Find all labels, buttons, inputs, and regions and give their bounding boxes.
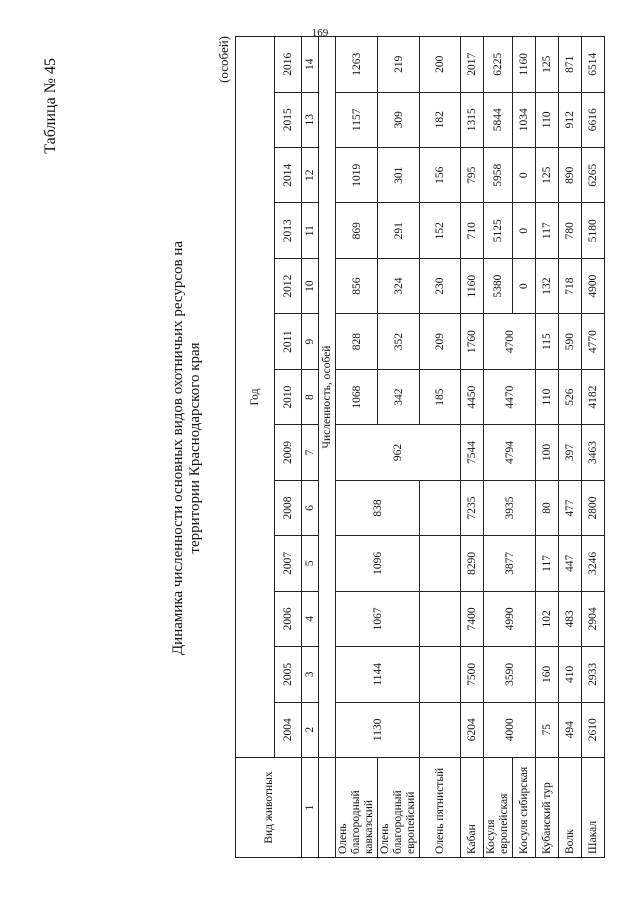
value-cell: 4000 [484, 702, 536, 757]
value-cell [420, 647, 461, 702]
col-number: 2 [302, 702, 319, 757]
value-cell: 132 [536, 258, 559, 313]
value-cell: 152 [420, 203, 461, 258]
value-cell: 1160 [513, 37, 536, 93]
year-cell: 2008 [275, 480, 302, 535]
value-cell: 230 [420, 258, 461, 313]
value-cell: 209 [420, 314, 461, 369]
value-cell: 117 [536, 203, 559, 258]
col-number: 8 [302, 369, 319, 424]
value-cell: 5180 [582, 203, 605, 258]
value-cell: 4794 [484, 425, 536, 480]
value-cell [420, 591, 461, 646]
year-cell: 2011 [275, 314, 302, 369]
value-cell: 6514 [582, 37, 605, 93]
value-cell: 5125 [484, 203, 513, 258]
value-cell: 110 [536, 92, 559, 147]
value-cell: 526 [559, 369, 582, 424]
value-cell: 1144 [336, 647, 420, 702]
species-name: Косуля сибирская [513, 758, 536, 858]
value-cell: 718 [559, 258, 582, 313]
species-name: Кубанский тур [536, 758, 559, 858]
value-cell: 871 [559, 37, 582, 93]
value-cell: 0 [513, 203, 536, 258]
value-cell: 342 [378, 369, 420, 424]
value-cell: 7235 [461, 480, 484, 535]
value-cell: 2904 [582, 591, 605, 646]
species-name: Олень благородный европейский [378, 758, 420, 858]
value-cell: 483 [559, 591, 582, 646]
value-cell: 477 [559, 480, 582, 535]
year-cell: 2007 [275, 536, 302, 591]
year-cell: 2013 [275, 203, 302, 258]
value-cell: 8290 [461, 536, 484, 591]
value-cell: 795 [461, 148, 484, 203]
species-name: Кабан [461, 758, 484, 858]
table-row [582, 37, 605, 858]
year-cell: 2005 [275, 647, 302, 702]
value-cell: 2800 [582, 480, 605, 535]
year-cell: 2015 [275, 92, 302, 147]
value-cell: 5844 [484, 92, 513, 147]
value-cell: 4470 [484, 369, 536, 424]
value-cell: 7400 [461, 591, 484, 646]
col-number: 4 [302, 591, 319, 646]
col-number: 10 [302, 258, 319, 313]
value-cell: 80 [536, 480, 559, 535]
col-number: 12 [302, 148, 319, 203]
value-cell: 4700 [484, 314, 536, 369]
value-cell: 1068 [336, 369, 378, 424]
value-cell: 494 [559, 702, 582, 757]
year-cell: 2014 [275, 148, 302, 203]
table-row [484, 37, 513, 858]
species-header: Вид животных [236, 758, 302, 858]
value-cell: 4450 [461, 369, 484, 424]
col-number: 5 [302, 536, 319, 591]
col-number: 11 [302, 203, 319, 258]
year-cell: 2009 [275, 425, 302, 480]
value-cell: 75 [536, 702, 559, 757]
value-cell: 160 [536, 647, 559, 702]
value-cell: 1157 [336, 92, 378, 147]
value-cell: 3590 [484, 647, 536, 702]
value-cell: 4900 [582, 258, 605, 313]
header-row [236, 37, 275, 858]
value-cell: 5380 [484, 258, 513, 313]
rotated-page [40, 28, 600, 868]
year-cell: 2006 [275, 591, 302, 646]
year-header: Год [236, 37, 275, 758]
units-label: (особей) [216, 36, 231, 83]
value-cell: 410 [559, 647, 582, 702]
value-cell: 1315 [461, 92, 484, 147]
species-name: Волк [559, 758, 582, 858]
value-cell: 869 [336, 203, 378, 258]
value-cell: 890 [559, 148, 582, 203]
species-name: Олень благородный кавказский [336, 758, 378, 858]
species-name: Косуля европейская [484, 758, 513, 858]
value-cell: 115 [536, 314, 559, 369]
year-cell: 2016 [275, 37, 302, 93]
blank-cell [319, 758, 336, 858]
value-cell: 1130 [336, 702, 420, 757]
value-cell: 1019 [336, 148, 378, 203]
species-name: Олень пятнистый [420, 758, 461, 858]
years-row [275, 37, 302, 858]
page-number: 169 [311, 27, 329, 39]
value-cell: 110 [536, 369, 559, 424]
value-cell [420, 702, 461, 757]
value-cell: 185 [420, 369, 461, 424]
value-cell: 0 [513, 148, 536, 203]
table-label: Таблица № 45 [42, 58, 59, 154]
value-cell: 710 [461, 203, 484, 258]
value-cell: 1760 [461, 314, 484, 369]
value-cell: 1263 [336, 37, 378, 93]
col-number: 1 [302, 758, 319, 858]
column-numbers-row [302, 37, 319, 858]
hunting-resources-table [235, 36, 605, 858]
value-cell: 125 [536, 148, 559, 203]
year-cell: 2004 [275, 702, 302, 757]
value-cell: 200 [420, 37, 461, 93]
col-number: 6 [302, 480, 319, 535]
col-number: 14 [302, 37, 319, 93]
value-cell: 2017 [461, 37, 484, 93]
value-cell: 3246 [582, 536, 605, 591]
table-row [536, 37, 559, 858]
value-cell: 447 [559, 536, 582, 591]
value-cell: 590 [559, 314, 582, 369]
value-cell: 2933 [582, 647, 605, 702]
value-cell: 780 [559, 203, 582, 258]
title-line-1: Динамика численности основных видов охотничьих ресурсов на [170, 240, 186, 656]
year-cell: 2012 [275, 258, 302, 313]
value-cell: 156 [420, 148, 461, 203]
value-cell: 4990 [484, 591, 536, 646]
count-label: Численность, особей [319, 37, 336, 758]
value-cell: 4182 [582, 369, 605, 424]
value-cell: 117 [536, 536, 559, 591]
value-cell: 125 [536, 37, 559, 93]
title-line-2: территории Краснодарского края [187, 342, 203, 554]
value-cell: 309 [378, 92, 420, 147]
value-cell: 352 [378, 314, 420, 369]
value-cell: 1160 [461, 258, 484, 313]
value-cell: 7500 [461, 647, 484, 702]
value-cell [420, 536, 461, 591]
count-label-row [319, 37, 336, 858]
value-cell: 1067 [336, 591, 420, 646]
value-cell: 962 [336, 425, 461, 480]
col-number: 7 [302, 425, 319, 480]
species-name: Шакал [582, 758, 605, 858]
value-cell: 912 [559, 92, 582, 147]
col-number: 13 [302, 92, 319, 147]
value-cell: 7544 [461, 425, 484, 480]
value-cell: 0 [513, 258, 536, 313]
value-cell: 1096 [336, 536, 420, 591]
value-cell: 828 [336, 314, 378, 369]
value-cell [420, 480, 461, 535]
table-row [559, 37, 582, 858]
value-cell: 397 [559, 425, 582, 480]
value-cell: 102 [536, 591, 559, 646]
year-cell: 2010 [275, 369, 302, 424]
table-title [170, 68, 204, 828]
value-cell: 856 [336, 258, 378, 313]
value-cell: 4770 [582, 314, 605, 369]
value-cell: 6616 [582, 92, 605, 147]
value-cell: 6225 [484, 37, 513, 93]
value-cell: 219 [378, 37, 420, 93]
value-cell: 2610 [582, 702, 605, 757]
value-cell: 5958 [484, 148, 513, 203]
value-cell: 3463 [582, 425, 605, 480]
value-cell: 1034 [513, 92, 536, 147]
value-cell: 100 [536, 425, 559, 480]
col-number: 3 [302, 647, 319, 702]
value-cell: 324 [378, 258, 420, 313]
value-cell: 301 [378, 148, 420, 203]
value-cell: 182 [420, 92, 461, 147]
value-cell: 3935 [484, 480, 536, 535]
col-number: 9 [302, 314, 319, 369]
table-row [461, 37, 484, 858]
value-cell: 838 [336, 480, 420, 535]
value-cell: 291 [378, 203, 420, 258]
table-row [336, 37, 378, 858]
value-cell: 3877 [484, 536, 536, 591]
value-cell: 6204 [461, 702, 484, 757]
value-cell: 6265 [582, 148, 605, 203]
